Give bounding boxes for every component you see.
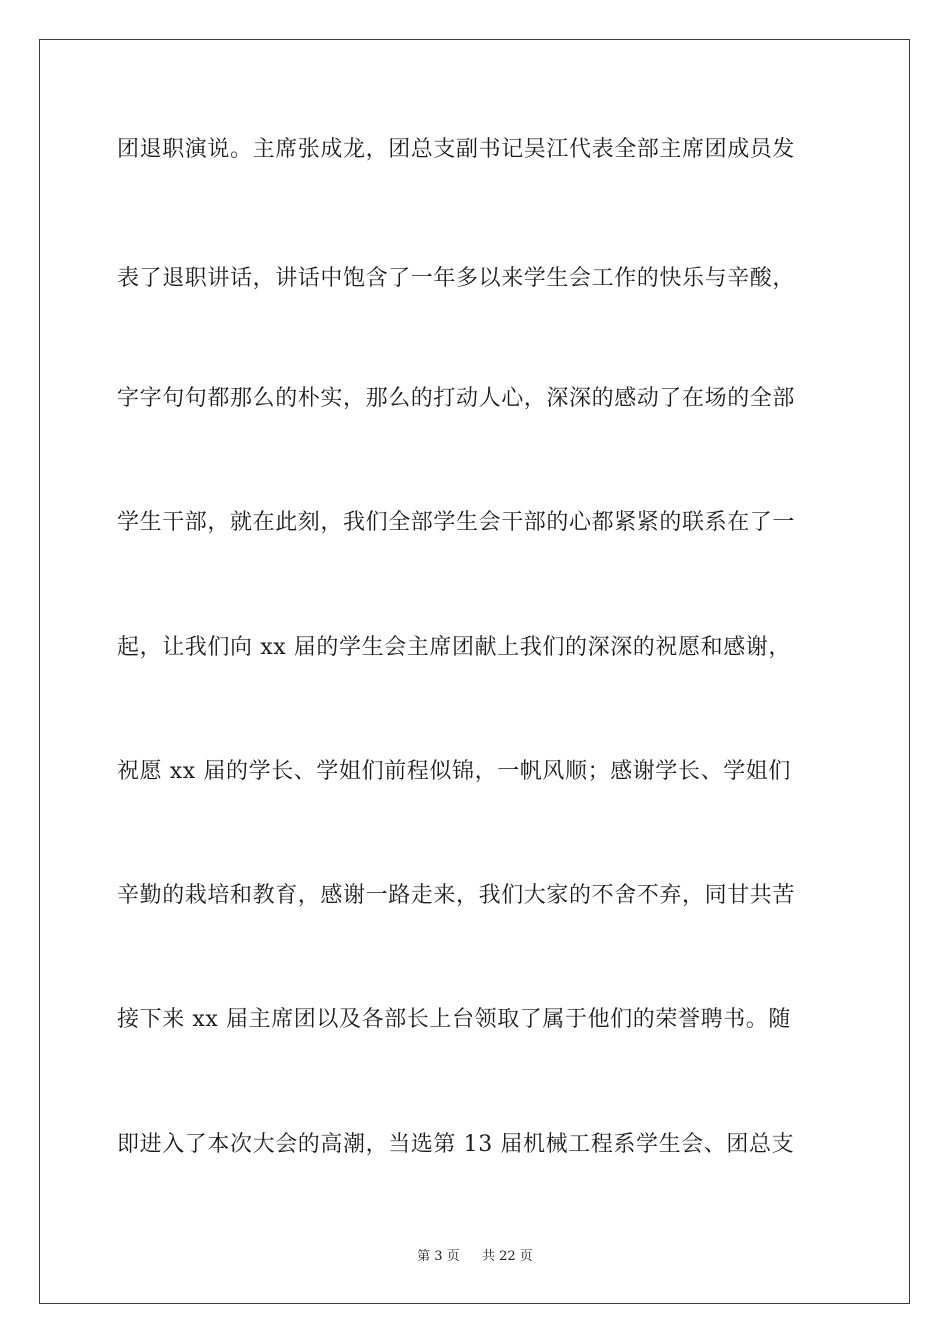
body-text-line: 学生干部，就在此刻，我们全部学生会干部的心都紧紧的联系在了一	[117, 510, 796, 535]
page-number: 第 3 页	[417, 1249, 460, 1264]
page-footer	[0, 1249, 950, 1265]
body-text-line: 团退职演说。主席张成龙，团总支副书记吴江代表全部主席团成员发	[117, 137, 796, 162]
body-text-line: 祝愿 xx 届的学长、学姐们前程似锦，一帆风顺；感谢学长、学姐们	[117, 759, 792, 784]
body-text-line: 表了退职讲话，讲话中饱含了一年多以来学生会工作的快乐与辛酸，	[117, 266, 796, 291]
body-text-line: 即进入了本次大会的高潮，当选第 13 届机械工程系学生会、团总支	[117, 1132, 795, 1157]
body-text-line: 字字句句都那么的朴实，那么的打动人心，深深的感动了在场的全部	[117, 386, 796, 411]
body-text-line: 接下来 xx 届主席团以及各部长上台领取了属于他们的荣誉聘书。随	[117, 1007, 792, 1032]
page-border	[39, 39, 910, 1304]
page-total: 共 22 页	[482, 1249, 533, 1264]
body-text-line: 辛勤的栽培和教育，感谢一路走来，我们大家的不舍不弃，同甘共苦	[117, 883, 796, 908]
body-text-line: 起，让我们向 xx 届的学生会主席团献上我们的深深的祝愿和感谢，	[117, 635, 792, 660]
